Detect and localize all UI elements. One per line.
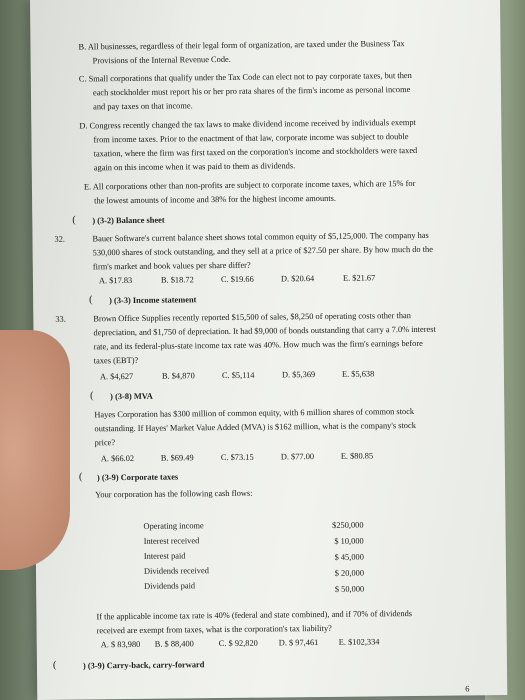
q35-line2: If the applicable income tax rate is 40% (federal and state combined), and if 70% of dividends bbox=[96, 609, 413, 622]
cash-flow-label: Operating income bbox=[143, 521, 204, 531]
q34-choice-a: A. $66.02 bbox=[100, 453, 135, 464]
q33-topic: ) (3-3) Income statement bbox=[109, 295, 197, 306]
next-section-topic: ) (3-9) Carry-back, carry-forward bbox=[82, 660, 205, 671]
q33-choice-d: D. $5,369 bbox=[281, 370, 316, 380]
cash-flow-label: Interest received bbox=[143, 536, 200, 546]
q32-choice-c: C. $19.66 bbox=[220, 274, 254, 285]
answer-blank-34[interactable]: ( bbox=[90, 390, 94, 402]
q32-line3: firm's market and book values per share differ? bbox=[92, 260, 251, 272]
q33-choice-b: B. $4,870 bbox=[161, 371, 195, 381]
q33-line4: taxes (EBT)? bbox=[93, 355, 139, 366]
q33-line3: rate, and its federal-plus-state income tax rate was 40%. How much was the firm's earnings before bbox=[93, 338, 423, 352]
q35-choice-d: D. $ 97,461 bbox=[278, 638, 319, 648]
option-b-line2: Provisions of the Internal Revenue Code. bbox=[92, 54, 231, 66]
option-b-line1: B. All businesses, regardless of their legal form of organization, are taxed under the Business Tax bbox=[78, 39, 405, 52]
answer-blank-33[interactable]: ( bbox=[89, 294, 93, 306]
q33-choice-e: E. $5,638 bbox=[341, 369, 375, 379]
cash-flow-amount: $ 50,000 bbox=[334, 584, 365, 594]
q33-choice-c: C. $5,114 bbox=[221, 370, 255, 381]
q35-line1: Your corporation has the following cash flows: bbox=[95, 488, 253, 500]
page-number: 6 bbox=[465, 684, 470, 694]
q35-choice-a: A. $ 83,980 bbox=[100, 639, 141, 650]
q32-line1: Bauer Software's current balance sheet shows total common equity of $5,125,000. The company has bbox=[92, 230, 429, 244]
q34-choice-b: B. $69.49 bbox=[160, 453, 194, 463]
option-e-line2: the lowest amounts of income and 38% for the highest income amounts. bbox=[94, 193, 337, 206]
document-page bbox=[30, 0, 507, 700]
q35-choice-b: B. $ 88,400 bbox=[154, 639, 194, 649]
option-c-line1: C. Small corporations that qualify under the Tax Code can elect not to pay corporate taxes, but then bbox=[78, 71, 412, 84]
q34-line3: price? bbox=[94, 438, 116, 448]
q34-choice-d: D. $77.00 bbox=[280, 452, 315, 462]
answer-blank-32[interactable]: ( bbox=[72, 214, 76, 226]
q32-choice-e: E. $21.67 bbox=[342, 273, 376, 283]
hand bbox=[0, 330, 70, 570]
option-d-line3: taxation, where the firm was first taxed on the corporation's income and stockholders were taxed bbox=[93, 145, 418, 159]
q35-choice-e: E. $102,334 bbox=[338, 637, 380, 647]
cash-flow-amount: $ 20,000 bbox=[334, 568, 365, 578]
q35-topic: ) (3-9) Corporate taxes bbox=[96, 472, 179, 483]
option-d-line4: again on this income when it was paid to them as dividends. bbox=[93, 161, 296, 173]
answer-blank-35[interactable]: ( bbox=[78, 471, 83, 483]
cash-flow-amount: $ 45,000 bbox=[334, 552, 364, 562]
q35-choice-c: C. $ 92,820 bbox=[218, 638, 258, 649]
q32-choice-a: A. $17.83 bbox=[98, 275, 133, 286]
q32-topic: ) (3-2) Balance sheet bbox=[92, 215, 165, 226]
q34-topic: ) (3-8) MVA bbox=[110, 391, 153, 402]
q35-line3: received are exempt from taxes, what is the corporation's tax liability? bbox=[96, 623, 332, 636]
q33-line1: Brown Office Supplies recently reported $15,500 of sales, $8,250 of operating costs other than bbox=[93, 311, 411, 324]
q34-choice-c: C. $73.15 bbox=[220, 452, 254, 463]
q33-number: 33. bbox=[55, 314, 66, 324]
q33-choice-a: A. $4,627 bbox=[99, 371, 134, 382]
q32-number: 32. bbox=[54, 234, 66, 244]
option-d-line1: D. Congress recently changed the tax laws to make dividend income received by individuals exempt bbox=[79, 117, 416, 131]
cash-flow-label: Dividends paid bbox=[144, 581, 196, 591]
q32-line2: 530,000 shares of stock outstanding, and they sell at a price of $27.50 per share. By how much do the bbox=[92, 244, 433, 258]
cash-flow-label: Dividends received bbox=[143, 566, 209, 576]
option-c-line2: each stockholder must report his or her pro rata shares of the firm's income as personal income bbox=[92, 85, 411, 98]
cash-flow-amount: $ 10,000 bbox=[334, 536, 364, 546]
q34-choice-e: E. $80.85 bbox=[340, 451, 374, 461]
cash-flow-amount: $250,000 bbox=[332, 520, 364, 530]
q32-choice-d: D. $20.64 bbox=[280, 274, 315, 284]
q34-line2: outstanding. If Hayes' Market Value Added (MVA) is $162 million, what is the company's stock bbox=[94, 420, 416, 434]
cash-flow-label: Interest paid bbox=[143, 551, 186, 561]
option-e-line1: E. All corporations other than non-profits are subject to corporate income taxes, which are 15% for bbox=[83, 178, 416, 192]
q33-line2: depreciation, and $1,750 of depreciation. It had $9,000 of bonds outstanding that carry a 7.0% interest bbox=[93, 324, 436, 338]
q32-choice-b: B. $18.72 bbox=[160, 275, 194, 285]
q34-line1: Hayes Corporation has $300 million of common equity, with 6 million shares of common stock bbox=[94, 407, 415, 420]
answer-blank-36[interactable]: ( bbox=[52, 659, 57, 671]
option-c-line3: and pay taxes on that income. bbox=[93, 101, 193, 112]
option-d-line2: from income taxes. Prior to the enactment of that law, corporate income was subject to double bbox=[93, 132, 409, 145]
